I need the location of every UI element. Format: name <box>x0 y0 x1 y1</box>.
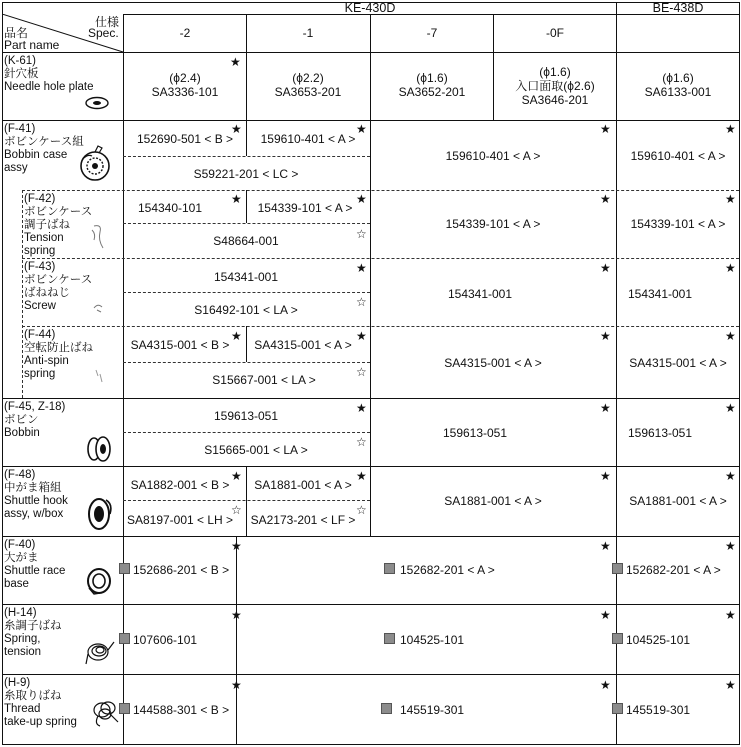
part-number: 154340-101 <box>137 201 203 215</box>
part-number: 159610-401 < A > <box>630 149 726 163</box>
part-name-en: Bobbin <box>4 427 40 439</box>
filled-star-icon: ★ <box>725 122 736 136</box>
filled-star-icon: ★ <box>356 192 367 206</box>
filled-star-icon: ★ <box>356 122 367 136</box>
part-name-en: tension <box>4 646 42 658</box>
part-name-en: Spring, <box>4 633 41 645</box>
part-code: (H-9) <box>4 677 31 689</box>
open-star-icon: ☆ <box>356 227 367 241</box>
shuttle-race-base-illustration <box>86 566 114 596</box>
part-number: SA4315-001 < A > <box>254 338 352 352</box>
part-number: 144588-301 < B > <box>133 703 230 717</box>
part-number: 159613-051 <box>627 426 693 440</box>
col-header: -2 <box>179 26 191 40</box>
filled-star-icon: ★ <box>600 122 611 136</box>
grey-square-marker <box>119 633 130 644</box>
part-number: SA3336-101 <box>151 85 219 99</box>
filled-star-icon: ★ <box>600 678 611 692</box>
part-number: SA3646-201 <box>521 93 589 107</box>
part-number: S48664-001 <box>213 234 279 248</box>
needle-plate-illustration <box>85 96 109 110</box>
filled-star-icon: ★ <box>231 122 242 136</box>
filled-star-icon: ★ <box>231 539 242 553</box>
col-header: -1 <box>302 26 314 40</box>
part-name-en: Needle hole plate <box>4 81 94 93</box>
filled-star-icon: ★ <box>600 261 611 275</box>
filled-star-icon: ★ <box>725 608 736 622</box>
part-number: SA1881-001 < A > <box>254 478 352 492</box>
part-name-jp: 糸調子ばね <box>4 620 62 632</box>
model-ke430d: KE-430D <box>344 1 396 15</box>
diameter: (ϕ2.2) <box>292 71 324 85</box>
grey-square-marker <box>384 563 395 574</box>
filled-star-icon: ★ <box>231 608 242 622</box>
col-header: -7 <box>426 26 438 40</box>
part-number: 104525-101 <box>400 633 465 647</box>
part-name-en: Tension <box>24 232 64 244</box>
filled-star-icon: ★ <box>230 55 241 69</box>
filled-star-icon: ★ <box>231 192 242 206</box>
part-code: (F-41) <box>4 123 36 135</box>
part-number: 154339-101 < A > <box>630 217 726 231</box>
spec-en: Spec. <box>88 26 119 40</box>
part-name-en: Shuttle race <box>4 565 66 577</box>
part-code: (F-48) <box>4 469 36 481</box>
tension-spring-illustration <box>88 222 110 252</box>
part-code: (K-61) <box>4 55 36 67</box>
grey-square-marker <box>119 563 130 574</box>
tension-spring-coil-illustration <box>84 636 116 668</box>
shuttle-hook-illustration <box>86 494 114 532</box>
screw-illustration <box>92 302 106 314</box>
part-name-en: base <box>4 578 29 590</box>
part-number: S59221-201 < LC > <box>193 167 299 181</box>
filled-star-icon: ★ <box>600 401 611 415</box>
part-number: 145519-301 <box>400 703 465 717</box>
part-number: 154341-001 <box>447 287 513 301</box>
part-name-jp: 糸取りばね <box>4 690 62 702</box>
filled-star-icon: ★ <box>725 401 736 415</box>
part-name-en: spring <box>24 245 56 257</box>
part-name-en: Part name <box>4 38 60 52</box>
part-name-jp: 空転防止ばね <box>24 342 93 354</box>
part-number: SA1881-001 < A > <box>444 494 542 508</box>
part-number: SA3653-201 <box>274 85 342 99</box>
part-number: S15665-001 < LA > <box>204 443 308 457</box>
filled-star-icon: ★ <box>725 261 736 275</box>
open-star-icon: ☆ <box>231 503 242 517</box>
open-star-icon: ☆ <box>356 435 367 449</box>
part-code: (F-45, Z-18) <box>4 401 66 413</box>
grey-square-marker <box>381 703 392 714</box>
filled-star-icon: ★ <box>725 469 736 483</box>
filled-star-icon: ★ <box>231 329 242 343</box>
part-number: S15667-001 < LA > <box>212 373 316 387</box>
part-code: (F-44) <box>24 329 56 341</box>
part-name-en: Thread <box>4 703 41 715</box>
filled-star-icon: ★ <box>356 469 367 483</box>
part-number: SA3652-201 <box>398 85 466 99</box>
part-number: 152690-501 < B > <box>136 132 234 146</box>
filled-star-icon: ★ <box>600 469 611 483</box>
grey-square-marker <box>612 563 623 574</box>
part-number: 159610-401 < A > <box>260 132 356 146</box>
part-name-en: Shuttle hook <box>4 495 68 507</box>
part-number: SA4315-001 < B > <box>130 338 230 352</box>
part-name-en: Anti-spin <box>24 355 69 367</box>
part-name-en: assy <box>4 162 28 174</box>
part-code: (H-14) <box>4 607 37 619</box>
filled-star-icon: ★ <box>725 678 736 692</box>
part-number: 159613-051 <box>442 426 508 440</box>
part-name-en: Screw <box>24 300 56 312</box>
diameter: (ϕ1.6) <box>662 71 694 85</box>
diameter: (ϕ2.4) <box>169 71 201 85</box>
part-name-jp: ボビンケース組 <box>4 136 84 148</box>
filled-star-icon: ★ <box>356 261 367 275</box>
part-number: S16492-101 < LA > <box>194 303 298 317</box>
filled-star-icon: ★ <box>725 539 736 553</box>
filled-star-icon: ★ <box>725 329 736 343</box>
part-number: SA4315-001 < A > <box>629 356 727 370</box>
diameter: (ϕ1.6) <box>416 71 448 85</box>
part-number: SA1881-001 < A > <box>629 494 727 508</box>
open-star-icon: ☆ <box>356 503 367 517</box>
filled-star-icon: ★ <box>231 678 242 692</box>
take-up-spring-illustration <box>88 698 122 728</box>
part-number: 159610-401 < A > <box>445 149 541 163</box>
part-number: 154341-001 <box>627 287 693 301</box>
open-star-icon: ☆ <box>356 295 367 309</box>
part-number: SA1882-001 < B > <box>130 478 230 492</box>
part-name-jp: ばねねじ <box>24 287 70 299</box>
part-number: 154339-101 < A > <box>445 217 541 231</box>
part-number: SA6133-001 <box>644 85 712 99</box>
model-be438d: BE-438D <box>652 1 704 15</box>
filled-star-icon: ★ <box>356 329 367 343</box>
part-code: (F-42) <box>24 193 56 205</box>
part-number: 107606-101 <box>133 633 198 647</box>
grey-square-marker <box>612 633 623 644</box>
part-name-jp: 大がま <box>4 552 39 564</box>
filled-star-icon: ★ <box>600 192 611 206</box>
filled-star-icon: ★ <box>356 401 367 415</box>
part-name-jp: ボビンケース <box>24 274 93 286</box>
part-number: 152682-201 < A > <box>626 563 721 577</box>
part-number: 145519-301 <box>626 703 691 717</box>
part-name-jp: 中がま箱組 <box>4 482 62 494</box>
grey-square-marker <box>384 633 395 644</box>
bobbin-illustration <box>86 434 112 464</box>
filled-star-icon: ★ <box>600 539 611 553</box>
part-name-en: spring <box>24 368 56 380</box>
part-name-jp: ボビンケース <box>24 206 93 218</box>
part-number: 154339-101 < A > <box>257 201 353 215</box>
bobbin-case-illustration <box>78 144 112 184</box>
filled-star-icon: ★ <box>600 329 611 343</box>
part-name-en: assy, w/box <box>4 508 64 520</box>
anti-spin-spring-illustration <box>92 368 106 384</box>
part-number: SA2173-201 < LF > <box>250 513 356 527</box>
part-name-jp: 品名 <box>4 26 29 40</box>
part-code: (F-43) <box>24 261 56 273</box>
filled-star-icon: ★ <box>725 192 736 206</box>
open-star-icon: ☆ <box>356 365 367 379</box>
filled-star-icon: ★ <box>600 608 611 622</box>
part-number: SA8197-001 < LH > <box>126 513 234 527</box>
part-name-jp: ボビン <box>4 414 39 426</box>
part-number: 152686-201 < B > <box>133 563 230 577</box>
part-code: (F-40) <box>4 539 36 551</box>
part-name-jp: 針穴板 <box>4 68 39 80</box>
filled-star-icon: ★ <box>231 469 242 483</box>
chamfer-note: 入口面取(ϕ2.6) <box>515 79 595 93</box>
grey-square-marker <box>119 703 130 714</box>
part-number: SA4315-001 < A > <box>444 356 542 370</box>
part-number: 159613-051 <box>213 409 279 423</box>
grey-square-marker <box>612 703 623 714</box>
part-number: 152682-201 < A > <box>400 563 495 577</box>
col-header: -0F <box>546 26 564 40</box>
part-name-jp: 調子ばね <box>24 219 70 231</box>
part-number: 104525-101 <box>626 633 691 647</box>
diameter: (ϕ1.6) <box>539 65 571 79</box>
part-number: 154341-001 <box>213 270 279 284</box>
part-name-en: take-up spring <box>4 716 77 728</box>
part-name-en: Bobbin case <box>4 149 68 161</box>
spec-jp: 仕様 <box>95 15 120 29</box>
